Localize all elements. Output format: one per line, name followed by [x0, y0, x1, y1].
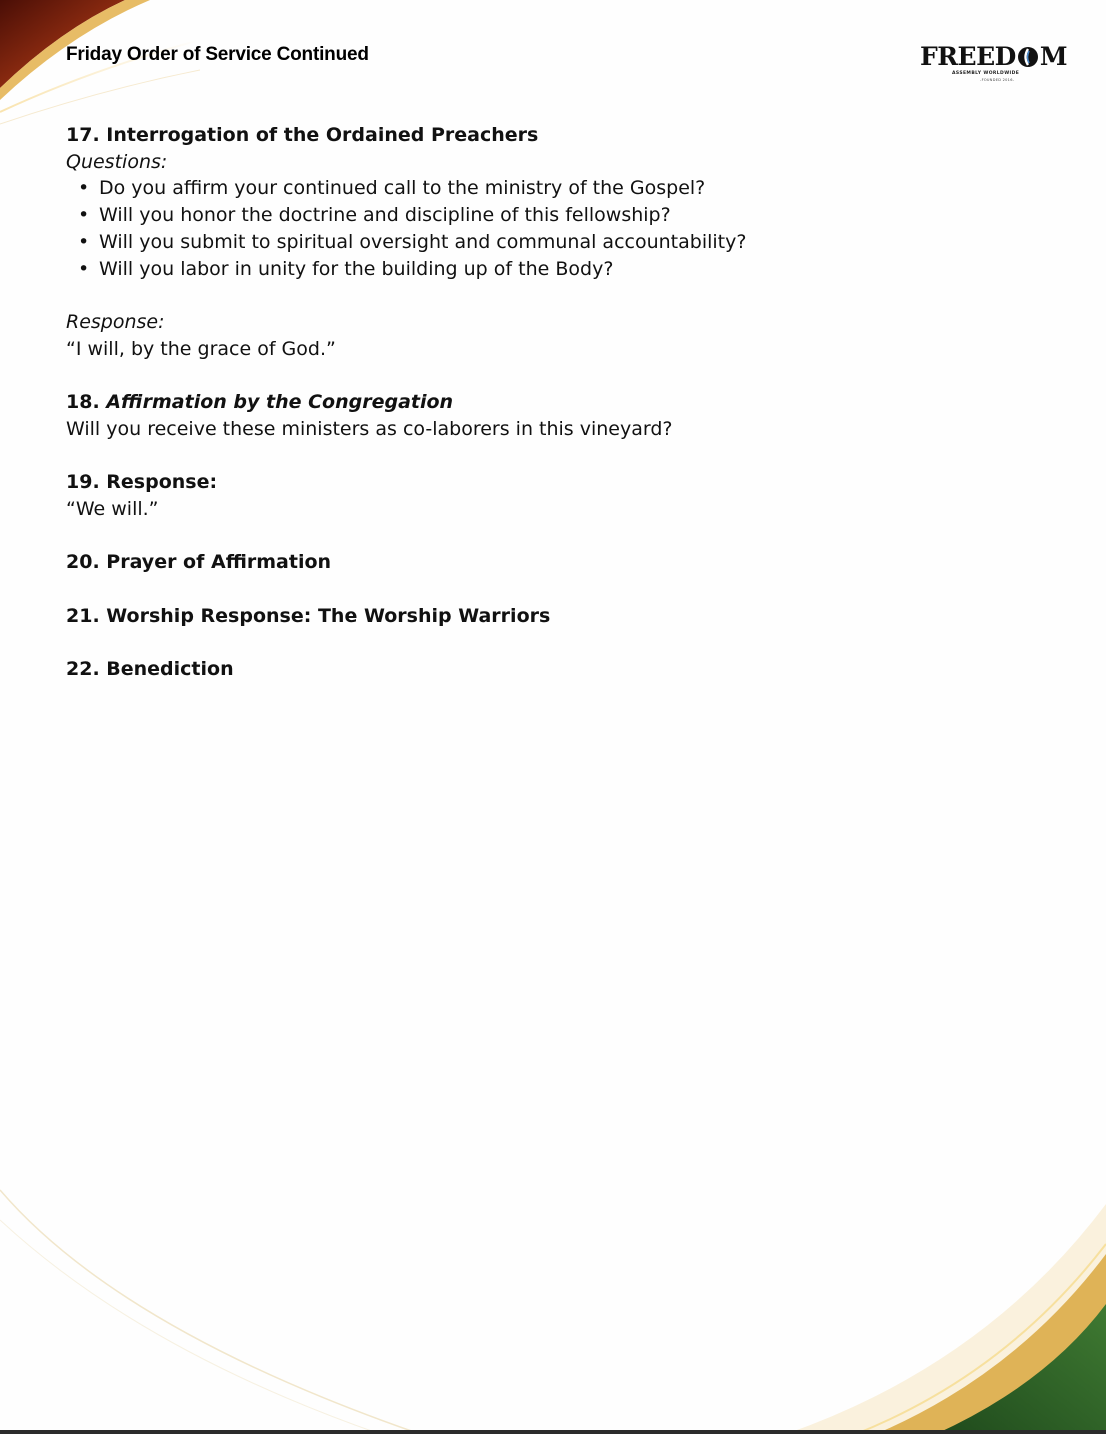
order-of-service [66, 122, 1046, 683]
response-label: Response: [66, 310, 165, 333]
spacer [66, 282, 1046, 309]
logo-word-right: M [1039, 42, 1068, 71]
section-20-title: 20. Prayer of Affirmation [66, 551, 332, 574]
section-18-number: 18. [66, 391, 100, 413]
questions-list [66, 175, 1046, 282]
decorative-arc-left [0, 1150, 500, 1434]
section-18-title [66, 389, 1046, 416]
section-17-title: 17. Interrogation of the Ordained Preachers [66, 124, 539, 146]
response-text: “I will, by the grace of God.” [66, 337, 336, 360]
bullet: • [78, 257, 90, 280]
decorative-corner-top-left [0, 0, 200, 140]
logo-founded: -FOUNDED 2016- [980, 78, 1015, 82]
question-text: Will you honor the doctrine and discipline of this fellowship? [99, 204, 671, 227]
logo-wordmark [920, 42, 1070, 72]
list-item [78, 202, 1046, 229]
logo-globe-icon [1017, 46, 1039, 68]
question-text: Will you labor in unity for the building up of the Body? [99, 257, 614, 280]
section-18-heading: Affirmation by the Congregation [106, 391, 454, 413]
question-text: Do you affirm your continued call to the ministry of the Gospel? [99, 177, 706, 200]
list-item [78, 229, 1046, 256]
section-18-text: Will you receive these ministers as co-laborers in this vineyard? [66, 417, 673, 440]
question-text: Will you submit to spiritual oversight and communal accountability? [99, 230, 747, 253]
bullet: • [78, 177, 90, 200]
logo-tagline: ASSEMBLY WORLDWIDE [952, 71, 1020, 76]
questions-label: Questions: [66, 150, 168, 173]
spacer [66, 629, 1046, 656]
page-header-title: Friday Order of Service Continued [66, 44, 369, 65]
bullet: • [78, 204, 90, 227]
spacer [66, 362, 1046, 389]
section-22-title: 22. Benediction [66, 657, 234, 680]
bullet: • [78, 230, 90, 253]
decorative-corner-bottom-right [786, 1134, 1106, 1434]
section-19-text: “We will.” [66, 497, 159, 520]
spacer [66, 523, 1046, 550]
list-item [78, 256, 1046, 283]
freedom-logo [920, 42, 1070, 86]
bottom-border [0, 1430, 1106, 1434]
list-item [78, 175, 1046, 202]
logo-word-left: FREED [920, 42, 1016, 71]
section-19-title: 19. Response: [66, 471, 218, 494]
section-21-title: 21. Worship Response: The Worship Warriors [66, 604, 551, 627]
spacer [66, 442, 1046, 469]
spacer [66, 576, 1046, 603]
